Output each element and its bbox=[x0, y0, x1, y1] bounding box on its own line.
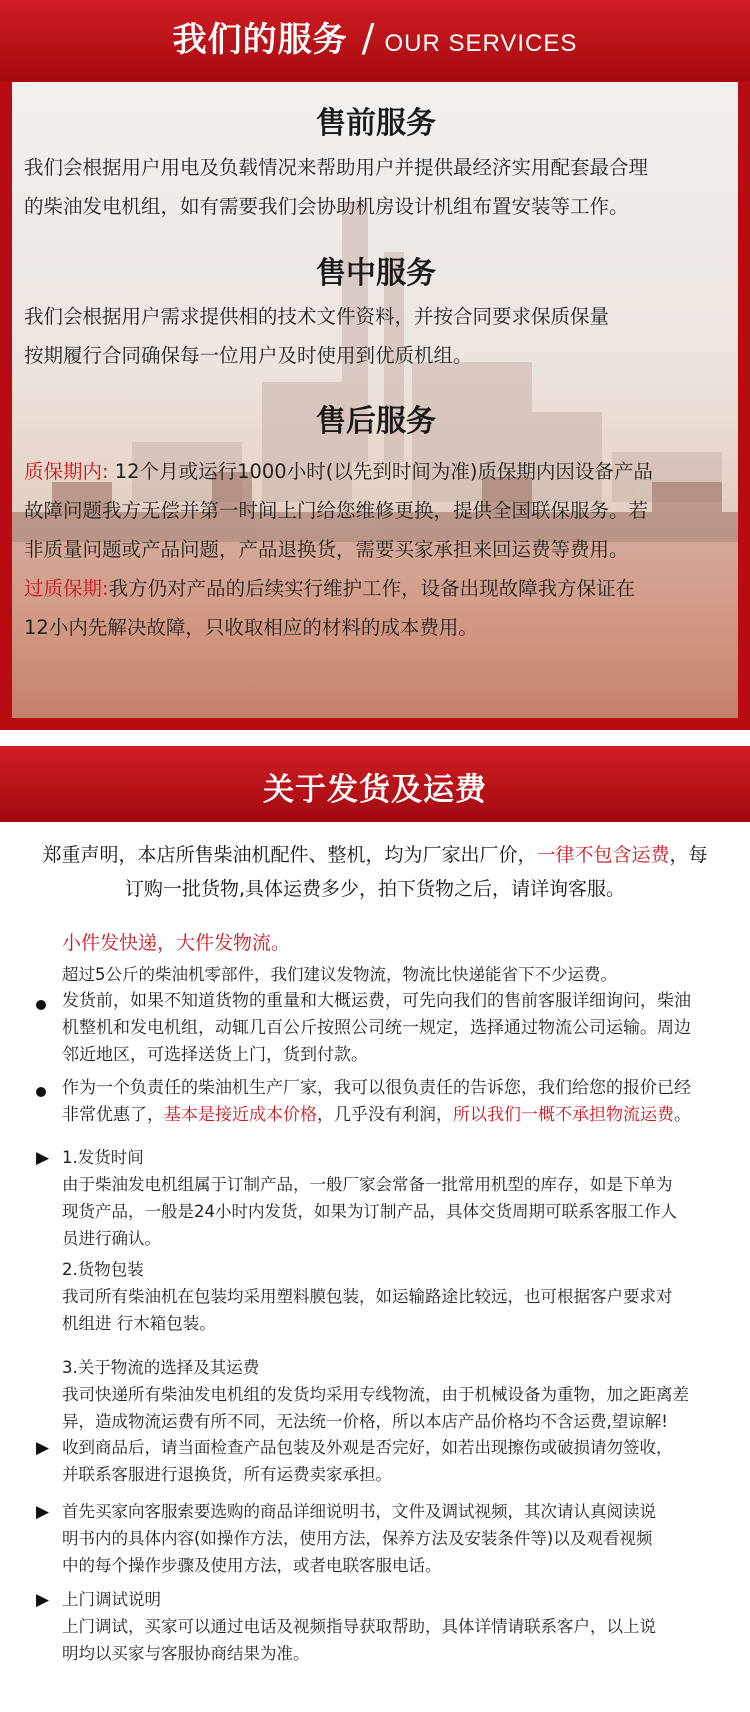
receive-goods-block bbox=[62, 1434, 734, 1488]
triangle-right-icon: ▶ bbox=[36, 1502, 50, 1522]
packaging-line: 我司所有柴油机在包装均采用塑料膜包装，如运输路途比较远，也可根据客户要求对 bbox=[62, 1287, 673, 1306]
delivery-time-line: 员进行确认。 bbox=[62, 1229, 161, 1248]
bullet-dot-icon bbox=[36, 1087, 46, 1097]
bullet-line: 作为一个负责任的柴油机生产厂家，我可以很负责任的告诉您，我们给您的报价已经 bbox=[62, 1078, 691, 1098]
services-title-en: OUR SERVICES bbox=[384, 30, 578, 57]
presale-line: 我们会根据用户用电及负载情况来帮助用户并提供最经济实用配套最合理 bbox=[24, 156, 649, 179]
insale-line: 我们会根据用户需求提供相的技术文件资料，并按合同要求保质保量 bbox=[24, 305, 610, 328]
packaging-block bbox=[62, 1256, 734, 1337]
small-parts-block bbox=[62, 930, 734, 988]
services-header bbox=[0, 0, 750, 82]
bullet-line: 发货前，如果不知道货物的重量和大概运费，可先向我们的售前客服详细询问，柴油 bbox=[62, 991, 691, 1011]
services-title bbox=[0, 12, 750, 61]
logistics-line: 我司快递所有柴油发电机组的发货均采用专线物流，由于机械设备为重物，加之距离差 bbox=[62, 1385, 689, 1404]
manual-block bbox=[62, 1498, 734, 1579]
presale-line: 的柴油发电机组，如有需要我们会协助机房设计机组布置安装等工作。 bbox=[24, 195, 629, 218]
onsite-debug-block bbox=[62, 1586, 734, 1667]
services-title-sep: / bbox=[361, 16, 375, 60]
onsite-line: 明均以买家与客服协商结果为准。 bbox=[62, 1644, 310, 1663]
bullet-line: 邻近地区，可选择送货上门，货到付款。 bbox=[62, 1045, 368, 1065]
receive-line: 并联系客服进行退换货，所有运费卖家承担。 bbox=[62, 1465, 392, 1484]
delivery-time-line: 由于柴油发电机组属于订制产品，一般厂家会常备一批常用机型的库存，如是下单为 bbox=[62, 1175, 673, 1194]
services-panel bbox=[12, 82, 738, 718]
insale-line: 按期履行合同确保每一位用户及时使用到优质机组。 bbox=[24, 344, 473, 367]
aftersale-text bbox=[24, 452, 728, 647]
triangle-right-icon: ▶ bbox=[36, 1590, 50, 1610]
notice-highlight: 一律不包含运费 bbox=[536, 844, 670, 866]
triangle-right-icon: ▶ bbox=[36, 1438, 50, 1458]
bullet-line: 非常优惠了，基本是接近成本价格，几乎没有利润，所以我们一概不承担物流运费。 bbox=[62, 1105, 691, 1125]
small-parts-heading: 小件发快递，大件发物流。 bbox=[62, 932, 291, 954]
bullet-responsible bbox=[62, 1075, 734, 1129]
onsite-line: 上门调试，买家可以通过电话及视频指导获取帮助，具体详情请联系客户，以上说 bbox=[62, 1617, 656, 1636]
logistics-line: 异，造成物流运费有所不同，无法统一价格，所以本店产品价格均不含运费,望谅解! bbox=[62, 1412, 668, 1431]
small-parts-text: 超过5公斤的柴油机零部件，我们建议发物流，物流比快递能省下不少运费。 bbox=[62, 965, 617, 984]
shipping-header bbox=[0, 746, 750, 822]
expired-line: 12小内先解决故障，只收取相应的材料的成本费用。 bbox=[24, 616, 478, 639]
packaging-line: 机组进 行木箱包装。 bbox=[62, 1314, 216, 1333]
manual-line: 中的每个操作步骤及使用方法，或者电联客服电话。 bbox=[62, 1556, 442, 1575]
delivery-time-line: 现货产品，一般是24小时内发货，如果为订制产品，具体交货周期可联系客服工作人 bbox=[62, 1202, 677, 1221]
warranty-line: 质保期内: 12个月或运行1000小时(以先到时间为准)质保期内因设备产品 bbox=[24, 460, 653, 483]
insale-text bbox=[24, 297, 728, 375]
notice-line: 订购一批货物,具体运费多少，拍下货物之后，请详询客服。 bbox=[124, 878, 626, 900]
services-section bbox=[0, 0, 750, 730]
manual-line: 明书内的具体内容(如操作方法，使用方法，保养方法及安装条件等)以及观看视频 bbox=[62, 1529, 653, 1548]
insale-heading: 售中服务 bbox=[316, 256, 436, 291]
services-title-cn: 我们的服务 bbox=[172, 20, 348, 60]
bullet-dot-icon bbox=[36, 1000, 46, 1010]
shipping-notice bbox=[0, 838, 750, 906]
delivery-time-block bbox=[62, 1144, 734, 1252]
onsite-title: 上门调试说明 bbox=[62, 1590, 161, 1609]
packaging-title: 2.货物包装 bbox=[62, 1260, 144, 1279]
bullet-highlight: 所以我们一概不承担物流运费 bbox=[453, 1105, 674, 1125]
bullet-line: 机整机和发电机组，动辄几百公斤按照公司统一规定，选择通过物流公司运输。周边 bbox=[62, 1018, 691, 1038]
presale-heading: 售前服务 bbox=[316, 106, 436, 141]
bullet-before-shipping bbox=[62, 988, 734, 1069]
presale-text bbox=[24, 148, 728, 226]
warranty-line: 故障问题我方无偿并第一时间上门给您维修更换，提供全国联保服务。若 bbox=[24, 499, 649, 522]
manual-line: 首先买家向客服索要选购的商品详细说明书，文件及调试视频，其次请认真阅读说 bbox=[62, 1502, 656, 1521]
warranty-label: 质保期内: bbox=[24, 460, 109, 483]
bullet-highlight: 基本是接近成本价格 bbox=[164, 1105, 317, 1125]
aftersale-heading: 售后服务 bbox=[316, 404, 436, 439]
expired-line: 过质保期:我方仍对产品的后续实行维护工作，设备出现故障我方保证在 bbox=[24, 577, 636, 600]
logistics-block bbox=[62, 1354, 738, 1435]
expired-label: 过质保期: bbox=[24, 577, 109, 600]
shipping-title: 关于发货及运费 bbox=[263, 772, 487, 808]
notice-line: 郑重声明，本店所售柴油机配件、整机，均为厂家出厂价，一律不包含运费，每 bbox=[42, 844, 708, 866]
delivery-time-title: 1.发货时间 bbox=[62, 1148, 144, 1167]
warranty-line: 非质量问题或产品问题，产品退换货，需要买家承担来回运费等费用。 bbox=[24, 538, 629, 561]
logistics-title: 3.关于物流的选择及其运费 bbox=[62, 1358, 260, 1377]
receive-line: 收到商品后，请当面检查产品包装及外观是否完好，如若出现擦伤或破损请勿签收， bbox=[62, 1438, 673, 1457]
triangle-right-icon: ▶ bbox=[36, 1148, 50, 1168]
